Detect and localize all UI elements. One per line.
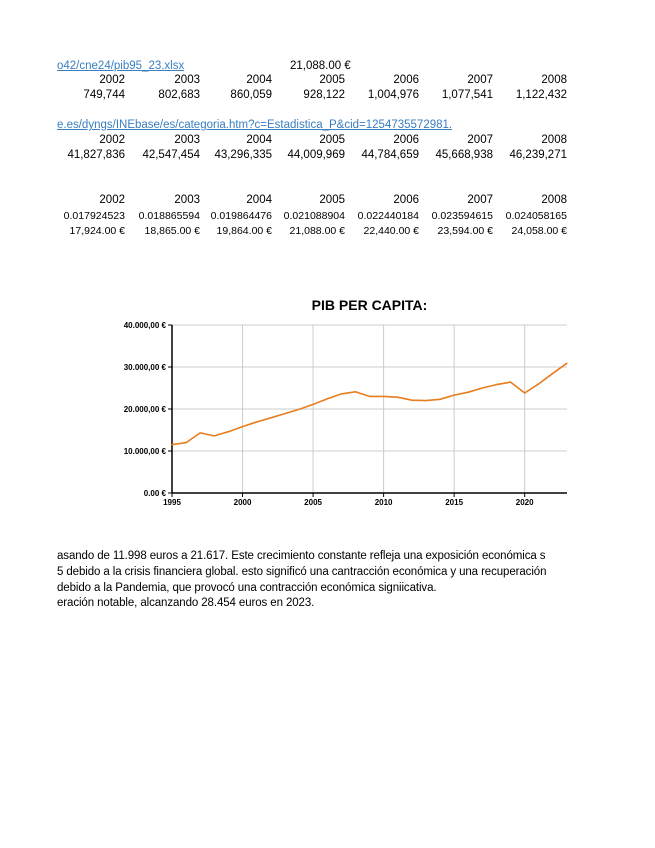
y-tick-label: 40.000,00 €: [123, 321, 166, 330]
s3-year: 2006: [393, 194, 419, 206]
data-point: [411, 400, 412, 401]
s3-year: 2004: [246, 194, 272, 206]
commentary-line: eración notable, alcanzando 28.454 euros en 2023.: [57, 597, 315, 609]
s1-year: 2008: [541, 74, 567, 86]
data-point: [312, 404, 313, 405]
s1-years-row: [0, 74, 655, 90]
s2-value: 46,239,271: [509, 149, 567, 161]
s1-value: 1,122,432: [515, 89, 567, 101]
commentary-line: 5 debido a la crisis financiera global. esto significó una cantracción económica y una recuperación: [57, 566, 547, 578]
x-tick-label: 1995: [163, 498, 181, 507]
s1-values-row: [0, 89, 655, 105]
y-tick-label: 20.000,00 €: [123, 405, 166, 414]
s2-year: 2004: [246, 134, 272, 146]
s1-value: 749,744: [83, 89, 125, 101]
s2-value: 44,784,659: [361, 149, 419, 161]
s3-ratio: 0.021088904: [283, 210, 345, 222]
s3-years-row: [0, 194, 655, 210]
s3-year: 2008: [541, 194, 567, 206]
data-point: [355, 391, 356, 392]
s2-value: 42,547,454: [142, 149, 200, 161]
commentary-line: debido a la Pandemia, que provocó una contracción económica signiicativa.: [57, 582, 437, 594]
s1-year: 2004: [246, 74, 272, 86]
s3-euro: 23,594.00 €: [437, 225, 493, 237]
data-point: [482, 387, 483, 388]
series-line: [172, 363, 567, 445]
data-point: [200, 432, 201, 433]
x-tick-label: 2000: [233, 498, 252, 507]
s3-ratio: 0.023594615: [431, 210, 493, 222]
s3-year: 2007: [467, 194, 493, 206]
y-tick-label: 10.000,00 €: [123, 447, 166, 456]
data-point: [524, 392, 525, 393]
x-tick-label: 2005: [304, 498, 322, 507]
data-point: [496, 384, 497, 385]
data-point: [468, 392, 469, 393]
s2-value: 45,668,938: [435, 149, 493, 161]
data-point: [538, 383, 539, 384]
source-link-1[interactable]: o42/cne24/pib95_23.xlsx: [57, 60, 185, 72]
s1-value: 1,004,976: [367, 89, 419, 101]
data-point: [270, 417, 271, 418]
s2-year: 2006: [393, 134, 419, 146]
s1-value: 802,683: [158, 89, 200, 101]
chart-title: PIB PER CAPITA:: [311, 297, 428, 313]
data-point: [510, 382, 511, 383]
s2-year: 2002: [99, 134, 125, 146]
data-point: [256, 421, 257, 422]
data-point: [327, 398, 328, 399]
s1-year: 2003: [174, 74, 200, 86]
data-point: [341, 393, 342, 394]
s2-values-row: [0, 149, 655, 165]
s3-ratio: 0.017924523: [63, 210, 125, 222]
s2-value: 44,009,969: [287, 149, 345, 161]
data-point: [298, 409, 299, 410]
s2-years-row: [0, 134, 655, 150]
s3-euro: 22,440.00 €: [363, 225, 419, 237]
s2-year: 2008: [541, 134, 567, 146]
s1-year: 2002: [99, 74, 125, 86]
s3-ratios-row: [0, 210, 655, 226]
pib-per-capita-chart: [100, 290, 580, 515]
s2-year: 2003: [174, 134, 200, 146]
s2-value: 43,296,335: [214, 149, 272, 161]
data-point: [439, 399, 440, 400]
s3-euro: 19,864.00 €: [216, 225, 272, 237]
s2-value: 41,827,836: [67, 149, 125, 161]
y-tick-label: 30.000,00 €: [123, 363, 166, 372]
s3-year: 2002: [99, 194, 125, 206]
data-point: [242, 426, 243, 427]
s2-year: 2007: [467, 134, 493, 146]
extra-value: 21,088.00 €: [290, 60, 351, 72]
x-tick-label: 2015: [445, 498, 464, 507]
s1-year: 2006: [393, 74, 419, 86]
x-tick-label: 2020: [515, 498, 534, 507]
data-point: [552, 373, 553, 374]
s2-year: 2005: [319, 134, 345, 146]
x-tick-label: 2010: [374, 498, 393, 507]
s1-year: 2005: [319, 74, 345, 86]
s1-value: 1,077,541: [441, 89, 493, 101]
data-point: [397, 397, 398, 398]
s3-euros-row: [0, 225, 655, 241]
data-point: [454, 395, 455, 396]
data-point: [383, 396, 384, 397]
s3-ratio: 0.018865594: [138, 210, 200, 222]
s3-year: 2005: [319, 194, 345, 206]
s3-euro: 24,058.00 €: [511, 225, 567, 237]
s3-euro: 18,865.00 €: [144, 225, 200, 237]
data-point: [214, 435, 215, 436]
data-point: [186, 442, 187, 443]
commentary-line: asando de 11.998 euros a 21.617. Este crecimiento constante refleja una exposición económica s: [57, 550, 546, 562]
y-tick-label: 0.00 €: [143, 489, 166, 498]
data-point: [369, 396, 370, 397]
s3-ratio: 0.022440184: [357, 210, 419, 222]
data-point: [228, 431, 229, 432]
data-point: [566, 363, 567, 364]
data-point: [171, 444, 172, 445]
s1-value: 860,059: [230, 89, 272, 101]
s3-euro: 21,088.00 €: [289, 225, 345, 237]
s3-year: 2003: [174, 194, 200, 206]
s1-year: 2007: [467, 74, 493, 86]
s3-ratio: 0.019864476: [210, 210, 272, 222]
s1-value: 928,122: [303, 89, 345, 101]
data-point: [284, 413, 285, 414]
s3-ratio: 0.024058165: [505, 210, 567, 222]
data-point: [425, 400, 426, 401]
source-link-2[interactable]: e.es/dyngs/INEbase/es/categoria.htm?c=Estadistica_P&cid=1254735572981.: [57, 119, 453, 131]
s3-euro: 17,924.00 €: [69, 225, 125, 237]
